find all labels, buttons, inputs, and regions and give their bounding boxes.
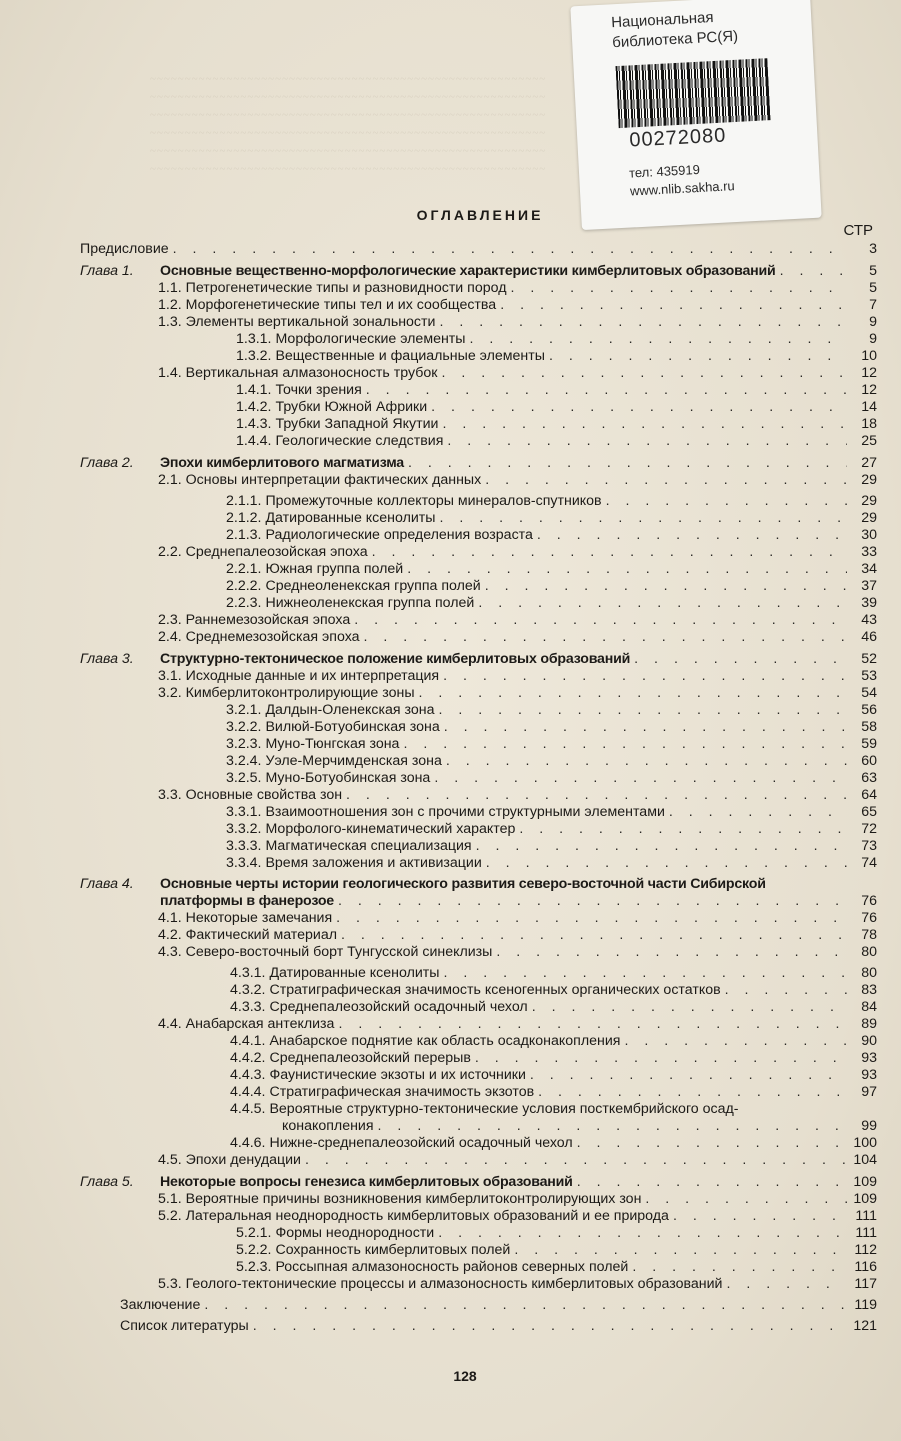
toc-subsection-4-4-5-line1[interactable]: 4.4.5. Вероятные структурно-тектонические условия посткембрийского осад- [230, 1101, 739, 1117]
toc-subsection-3-3-4[interactable]: 3.3.4. Время заложения и активизации . . . 74 [226, 855, 877, 872]
page-number: 128 [453, 1368, 477, 1384]
toc-section-3-2[interactable]: 3.2. Кимберлитоконтролирующие зоны . . . 54 [158, 685, 877, 702]
toc-subsection-4-3-2[interactable]: 4.3.2. Стратиграфическая значимость ксеногенных органических остатков . . . 83 [230, 982, 877, 999]
toc-section-3-1[interactable]: 3.1. Исходные данные и их интерпретация . . . 53 [158, 668, 877, 685]
toc-subsection-1-4-4[interactable]: 1.4.4. Геологические следствия . . . 25 [236, 433, 877, 450]
toc-subsection-3-3-2[interactable]: 3.3.2. Морфолого-кинематический характер . . . 72 [226, 821, 877, 838]
toc-subsection-4-4-3[interactable]: 4.4.3. Фаунистические экзоты и их источники . . . 93 [230, 1067, 877, 1084]
toc-subsection-4-4-5[interactable]: конакопления . . . 99 [282, 1118, 877, 1135]
toc-subsection-4-4-1[interactable]: 4.4.1. Анабарское поднятие как область осадконакопления . . . 90 [230, 1033, 877, 1050]
toc-entry-references[interactable]: Список литературы . . . 121 [120, 1318, 877, 1335]
toc-subsection-5-2-3[interactable]: 5.2.3. Россыпная алмазоносность районов северных полей . . . 116 [236, 1259, 877, 1276]
toc-subsection-1-4-3[interactable]: 1.4.3. Трубки Западной Якутии . . . 18 [236, 416, 877, 433]
toc-chapter-2[interactable]: Глава 2. Эпохи кимберлитового магматизма . . . 27 [80, 455, 877, 472]
toc-chapter-3[interactable]: Глава 3. Структурно-тектоническое положение кимберлитовых образований . . . 52 [80, 651, 877, 668]
toc-subsection-2-1-3[interactable]: 2.1.3. Радиологические определения возраста . . . 30 [226, 527, 877, 544]
toc-entry-preface[interactable]: Предисловие . . . 3 [80, 241, 877, 258]
toc-subsection-3-3-1[interactable]: 3.3.1. Взаимоотношения зон с прочими структурными элементами . . . 65 [226, 804, 877, 821]
toc-section-1-1[interactable]: 1.1. Петрогенетические типы и разновидности пород . . . 5 [158, 280, 877, 297]
toc-section-1-4[interactable]: 1.4. Вертикальная алмазоносность трубок . . . 12 [158, 365, 877, 382]
toc-section-4-1[interactable]: 4.1. Некоторые замечания . . . 76 [158, 910, 877, 927]
toc-subsection-4-4-4[interactable]: 4.4.4. Стратиграфическая значимость экзотов . . . 97 [230, 1084, 877, 1101]
toc-subsection-5-2-2[interactable]: 5.2.2. Сохранность кимберлитовых полей . . . 112 [236, 1242, 877, 1259]
toc-subsection-4-4-6[interactable]: 4.4.6. Нижне-среднепалеозойский осадочный чехол . . . 100 [230, 1135, 877, 1152]
library-website: www.nlib.sakha.ru [629, 178, 736, 199]
toc-section-2-2[interactable]: 2.2. Среднепалеозойская эпоха . . . 33 [158, 544, 877, 561]
toc-subsection-4-4-2[interactable]: 4.4.2. Среднепалеозойский перерыв . . . 93 [230, 1050, 877, 1067]
toc-section-1-3[interactable]: 1.3. Элементы вертикальной зональности . . . 9 [158, 314, 877, 331]
toc-section-5-2[interactable]: 5.2. Латеральная неоднородность кимберлитовых образований и ее природа . . . 111 [158, 1208, 877, 1225]
library-sticker [570, 0, 821, 230]
toc-section-4-2[interactable]: 4.2. Фактический материал . . . 78 [158, 927, 877, 944]
toc-chapter-1[interactable]: Глава 1. Основные вещественно-морфологические характеристики кимберлитовых образований . . . 5 [80, 263, 877, 280]
toc-chapter-5[interactable]: Глава 5. Некоторые вопросы генезиса кимберлитовых образований . . . 109 [80, 1174, 877, 1191]
toc-subsection-3-2-4[interactable]: 3.2.4. Уэле-Мерчимденская зона . . . 60 [226, 753, 877, 770]
toc-section-4-4[interactable]: 4.4. Анабарская антеклиза . . . 89 [158, 1016, 877, 1033]
toc-section-1-2[interactable]: 1.2. Морфогенетические типы тел и их сообщества . . . 7 [158, 297, 877, 314]
toc-section-3-3[interactable]: 3.3. Основные свойства зон . . . 64 [158, 787, 877, 804]
toc-section-2-3[interactable]: 2.3. Раннемезозойская эпоха . . . 43 [158, 612, 877, 629]
toc-chapter-4-line1[interactable]: Глава 4. Основные черты истории геологического развития северо-восточной части Сибирской [80, 876, 766, 892]
toc-section-2-1[interactable]: 2.1. Основы интерпретации фактических данных . . . 29 [158, 472, 877, 489]
toc-subsection-2-2-2[interactable]: 2.2.2. Среднеоленекская группа полей . . . 37 [226, 578, 877, 595]
toc-subsection-5-2-1[interactable]: 5.2.1. Формы неоднородности . . . 111 [236, 1225, 877, 1242]
toc-chapter-4[interactable]: платформы в фанерозое . . . 76 [160, 893, 877, 910]
library-phone: тел: 435919 [628, 161, 701, 181]
toc-subsection-2-2-3[interactable]: 2.2.3. Нижнеоленекская группа полей . . . 39 [226, 595, 877, 612]
barcode-icon [615, 58, 770, 128]
toc-section-5-3[interactable]: 5.3. Геолого-тектонические процессы и алмазоносность кимберлитовых образований . . . 117 [158, 1276, 877, 1293]
toc-subsection-2-2-1[interactable]: 2.2.1. Южная группа полей . . . 34 [226, 561, 877, 578]
toc-entry-conclusion[interactable]: Заключение . . . 119 [120, 1297, 877, 1314]
toc-subsection-3-3-3[interactable]: 3.3.3. Магматическая специализация . . . 73 [226, 838, 877, 855]
toc-subsection-1-4-1[interactable]: 1.4.1. Точки зрения . . . 12 [236, 382, 877, 399]
toc-subsection-3-2-5[interactable]: 3.2.5. Муно-Ботуобинская зона . . . 63 [226, 770, 877, 787]
toc-subsection-3-2-3[interactable]: 3.2.3. Муно-Тюнгская зона . . . 59 [226, 736, 877, 753]
toc-section-4-3[interactable]: 4.3. Северо-восточный борт Тунгусской синеклизы . . . 80 [158, 944, 877, 961]
toc-section-5-1[interactable]: 5.1. Вероятные причины возникновения кимберлитоконтролирующих зон . . . 109 [158, 1191, 877, 1208]
library-name-line2: библиотека РС(Я) [611, 27, 739, 52]
barcode-number: 00272080 [628, 124, 727, 152]
toc-title: ОГЛАВЛЕНИЕ [416, 207, 544, 223]
toc-subsection-1-3-2[interactable]: 1.3.2. Вещественные и фациальные элементы . . . 10 [236, 348, 877, 365]
toc-subsection-3-2-2[interactable]: 3.2.2. Вилюй-Ботуобинская зона . . . 58 [226, 719, 877, 736]
toc-subsection-4-3-3[interactable]: 4.3.3. Среднепалеозойский осадочный чехол . . . 84 [230, 999, 877, 1016]
library-name-line1: Национальная [610, 8, 714, 32]
toc-subsection-3-2-1[interactable]: 3.2.1. Далдын-Оленекская зона . . . 56 [226, 702, 877, 719]
toc-section-4-5[interactable]: 4.5. Эпохи денудации . . . 104 [158, 1152, 877, 1169]
toc-subsection-1-3-1[interactable]: 1.3.1. Морфологические элементы . . . 9 [236, 331, 877, 348]
toc-subsection-2-1-2[interactable]: 2.1.2. Датированные ксенолиты . . . 29 [226, 510, 877, 527]
bleed-through-text: ~~~~~~~~~~~~~~~~~~~~~~~~~~~~~~~~~~~~~~~~~~~~~~~~~~~~~~~~~ ~~~~~~~~~~~~~~~~~~~~~~~~~~~~~~~~~~~~~~~~~~~~~~~~~~~~~~~~~ ~~~~~~~~~~~~~~~~~~~~~~~~~~~~~~~~~~~~~~~~~~~~~~~~~~~~~~~~~ ~~~~~~~~~~~~~~~~~~~~~~~~~~~~~~~~~~~~~~~~~~~~~~~~~~~~~~~~~ ~~~~~~~~~~~~~~~~~~~~~~~~~~~~~~~~~~~~~~~~~~~~~~~~~~~~~~~~~ ~~~~~~~~~~~~~~~~~~~~~~~~~~~~~~~~~~~~~~~~~~~~~~~~~~~~~~~~~ [150, 73, 547, 175]
toc-subsection-2-1-1[interactable]: 2.1.1. Промежуточные коллекторы минералов-спутников . . . 29 [226, 493, 877, 510]
page-column-header: СТР [843, 222, 873, 239]
toc-subsection-4-3-1[interactable]: 4.3.1. Датированные ксенолиты . . . 80 [230, 965, 877, 982]
toc-subsection-1-4-2[interactable]: 1.4.2. Трубки Южной Африки . . . 14 [236, 399, 877, 416]
toc-section-2-4[interactable]: 2.4. Среднемезозойская эпоха . . . 46 [158, 629, 877, 646]
